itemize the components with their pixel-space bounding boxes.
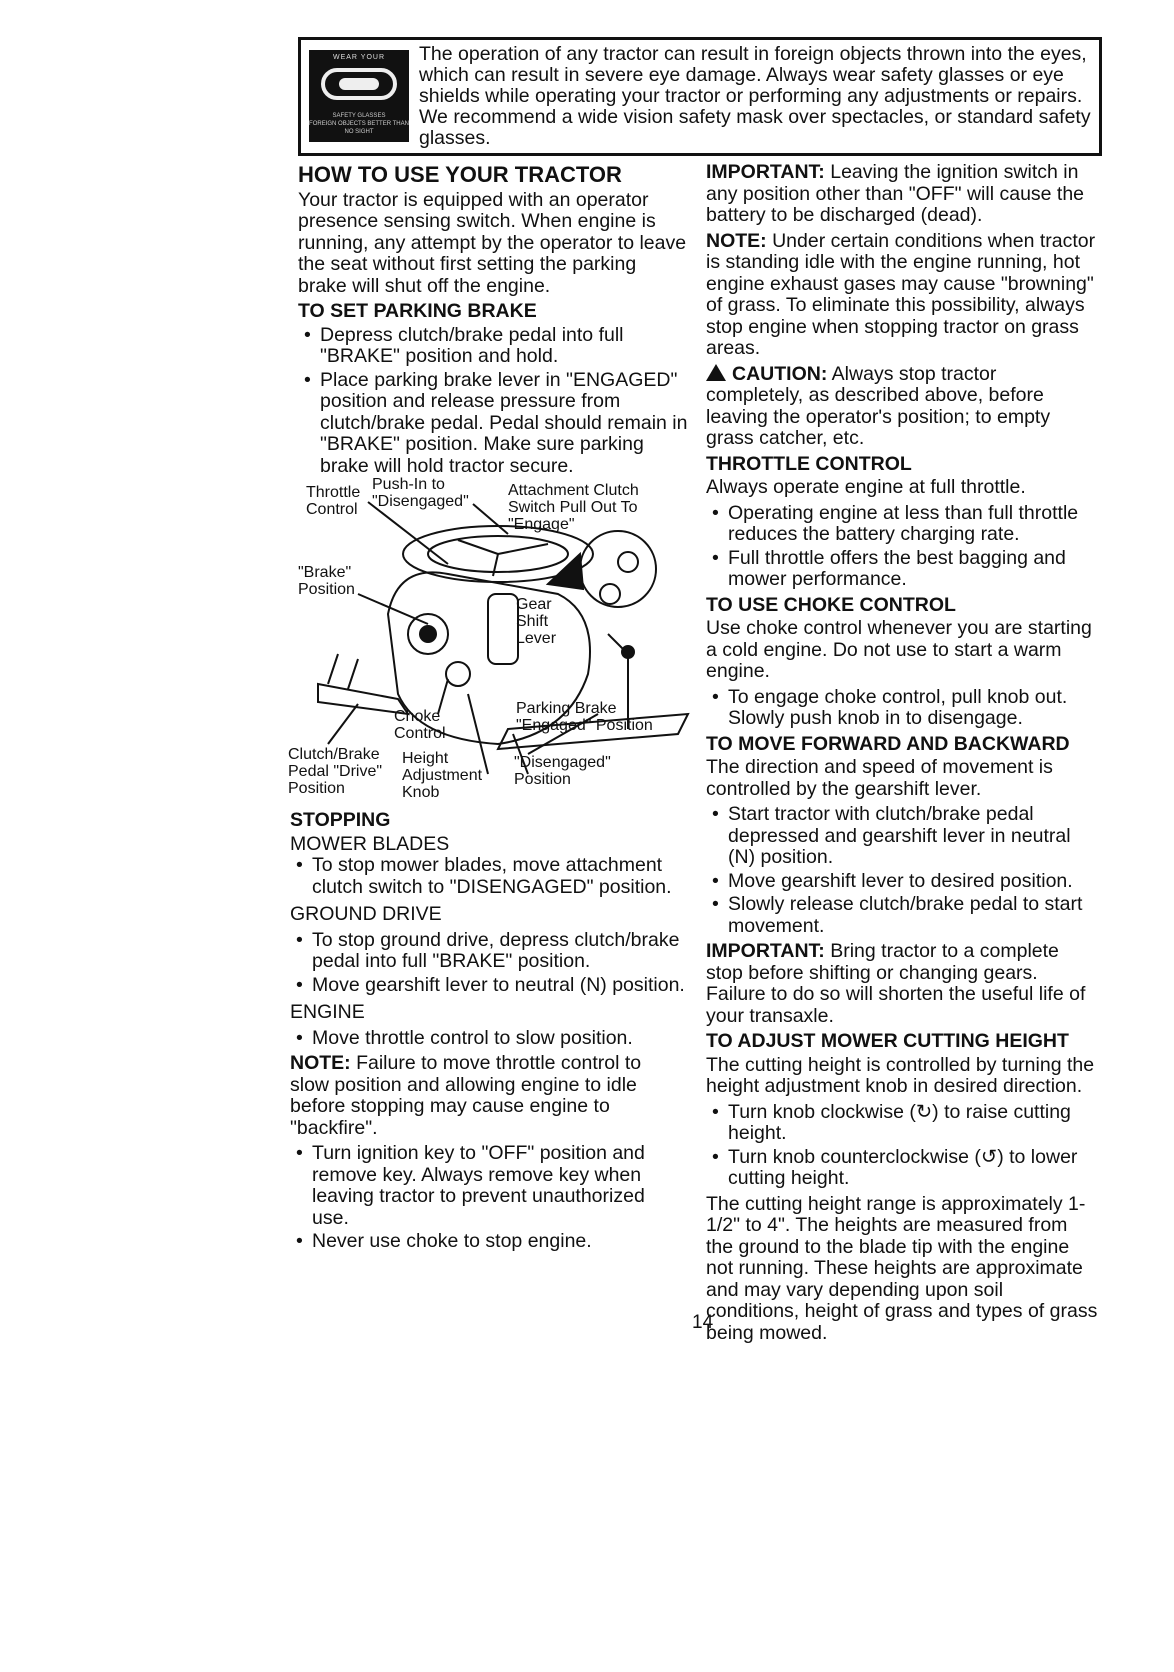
- cutting-height-list: [706, 1102, 1098, 1190]
- caution-label: CAUTION:: [732, 362, 828, 385]
- page-number: 14: [692, 1312, 714, 1333]
- ground-drive-heading: GROUND DRIVE: [290, 903, 442, 925]
- engine-list-1: [290, 1028, 685, 1050]
- caution-note: [706, 364, 1098, 450]
- list-item: • To stop ground drive, depress clutch/brake pedal into full "BRAKE" position.: [290, 930, 685, 973]
- intro-paragraph: Your tractor is equipped with an operator presence sensing switch. When engine is running, any attempt by the operator to leave the seat without first setting the parking brake will shut off the engine.: [298, 188, 687, 297]
- safety-glasses-icon: [309, 50, 409, 142]
- important-text: Bring tractor to a complete stop before shifting or changing gears. Failure to do so will shorten the useful life of your transaxle.: [706, 940, 1086, 1027]
- cutting-height-range-text: The cutting height range is approximately 1-1/2" to 4". The heights are measured from the ground to the blade tip with the engine not running. These heights are approximate and may vary depending upon soil conditions, height of grass and types of grass being mowed.: [706, 1192, 1098, 1344]
- choke-heading: TO USE CHOKE CONTROL: [706, 593, 956, 616]
- important-note-1: [706, 162, 1098, 227]
- list-item: • Turn knob counterclockwise (↺) to lower cutting height.: [706, 1147, 1098, 1190]
- note-text: Failure to move throttle control to slow position and allowing engine to idle before stopping may cause engine to "backfire".: [290, 1052, 642, 1139]
- move-list: [706, 804, 1098, 937]
- move-text: The direction and speed of movement is controlled by the gearshift lever.: [706, 756, 1053, 800]
- parking-brake-heading: TO SET PARKING BRAKE: [298, 300, 537, 322]
- throttle-control-label: Throttle Control: [306, 484, 361, 518]
- tractor-controls-diagram: [288, 476, 718, 840]
- goggles-icon: [321, 68, 397, 100]
- left-column-bottom: [290, 806, 685, 1257]
- note-label: NOTE:: [290, 1052, 351, 1074]
- list-item: • Operating engine at less than full throttle reduces the battery charging rate.: [706, 503, 1098, 546]
- list-item: • To engage choke control, pull knob out. Slowly push knob in to disengage.: [706, 687, 1098, 730]
- list-item: • Depress clutch/brake pedal into full "BRAKE" position and hold.: [298, 325, 688, 368]
- height-knob-label: Height Adjustment Knob: [402, 750, 483, 801]
- cutting-height-text: The cutting height is controlled by turning the height adjustment knob in desired direction.: [706, 1053, 1095, 1097]
- ground-list: [290, 930, 685, 997]
- list-item: • Move gearshift lever to desired position.: [706, 871, 1098, 893]
- throttle-heading: THROTTLE CONTROL: [706, 452, 912, 475]
- list-item: • Never use choke to stop engine.: [290, 1231, 685, 1253]
- note-text: Under certain conditions when tractor is standing idle with the engine running, hot engine exhaust gases may cause "browning" of grass. To eliminate this possibility, always stop engine when stopping tractor on grass areas.: [706, 229, 1096, 359]
- gear-shift-label: Gear Shift Lever: [516, 596, 557, 647]
- list-item: • Start tractor with clutch/brake pedal depressed and gearshift lever in neutral (N) position.: [706, 804, 1098, 869]
- parking-brake-label: Parking Brake "Engaged" Position: [516, 700, 653, 734]
- important-text: Leaving the ignition switch in any position other than "OFF" will cause the battery to be discharged (dead).: [706, 161, 1085, 226]
- engine-note: [290, 1053, 685, 1139]
- list-item: • Turn ignition key to "OFF" position and remove key. Always remove key when leaving tractor to prevent unauthorized use.: [290, 1143, 685, 1229]
- icon-small-text: FOREIGN OBJECTS BETTER THAN NO SIGHT: [309, 121, 409, 135]
- choke-list: [706, 687, 1098, 730]
- cutting-height-heading: TO ADJUST MOWER CUTTING HEIGHT: [706, 1030, 1069, 1052]
- important-note-2: [706, 941, 1098, 1027]
- stopping-heading: STOPPING: [290, 809, 391, 831]
- engine-heading: ENGINE: [290, 1001, 365, 1023]
- icon-top-text: WEAR YOUR: [332, 54, 386, 61]
- safety-warning-box: [298, 37, 1102, 156]
- disengaged-position-label: "Disengaged" Position: [514, 754, 611, 788]
- push-in-label: Push-In to "Disengaged": [372, 476, 469, 510]
- list-item: • Move gearshift lever to neutral (N) position.: [290, 975, 685, 997]
- list-item: • Move throttle control to slow position.: [290, 1028, 685, 1050]
- mower-blades-heading: MOWER BLADES: [290, 832, 450, 855]
- throttle-text: Always operate engine at full throttle.: [706, 476, 1026, 498]
- engine-list-2: [290, 1143, 685, 1253]
- caution-text: Always stop tractor completely, as described above, before leaving the operator's position; to empty grass catcher, etc.: [706, 362, 1051, 449]
- brake-position-label: "Brake" Position: [298, 564, 355, 598]
- list-item: • Slowly release clutch/brake pedal to start movement.: [706, 894, 1098, 937]
- right-column: [706, 162, 1098, 1348]
- move-heading: TO MOVE FORWARD AND BACKWARD: [706, 732, 1070, 755]
- note-label: NOTE:: [706, 229, 767, 252]
- warning-text: The operation of any tractor can result in foreign objects thrown into the eyes, which can result in severe eye damage. Always wear safety glasses or eye shields while operating your tractor or performing any adjustments or repairs. We recommend a wide vision safety mask over spectacles, or standard safety glasses.: [419, 43, 1091, 149]
- clutch-brake-label: Clutch/Brake Pedal "Drive" Position: [288, 746, 383, 797]
- throttle-list: [706, 503, 1098, 591]
- icon-bottom-text: [309, 112, 409, 136]
- list-item: • To stop mower blades, move attachment clutch switch to "DISENGAGED" position.: [290, 855, 685, 898]
- left-column-top: [298, 164, 688, 481]
- important-label: IMPORTANT:: [706, 940, 825, 962]
- warning-triangle-icon: [706, 364, 726, 381]
- icon-mid-text: SAFETY GLASSES: [332, 113, 386, 119]
- list-item: • Full throttle offers the best bagging and mower performance.: [706, 548, 1098, 591]
- page-title: HOW TO USE YOUR TRACTOR: [298, 162, 622, 187]
- blades-list: [290, 855, 685, 898]
- browning-note: [706, 231, 1098, 360]
- attachment-clutch-label: Attachment Clutch Switch Pull Out To "Engage": [508, 482, 639, 533]
- choke-text: Use choke control whenever you are starting a cold engine. Do not use to start a warm engine.: [706, 617, 1092, 682]
- parking-brake-list: [298, 325, 688, 478]
- choke-control-label: Choke Control: [394, 708, 446, 742]
- list-item: • Turn knob clockwise (↻) to raise cutting height.: [706, 1102, 1098, 1145]
- important-label: IMPORTANT:: [706, 161, 825, 183]
- list-item: • Place parking brake lever in "ENGAGED" position and release pressure from clutch/brake pedal. Pedal should remain in "BRAKE" position. Make sure parking brake will hold tractor secure.: [298, 370, 688, 478]
